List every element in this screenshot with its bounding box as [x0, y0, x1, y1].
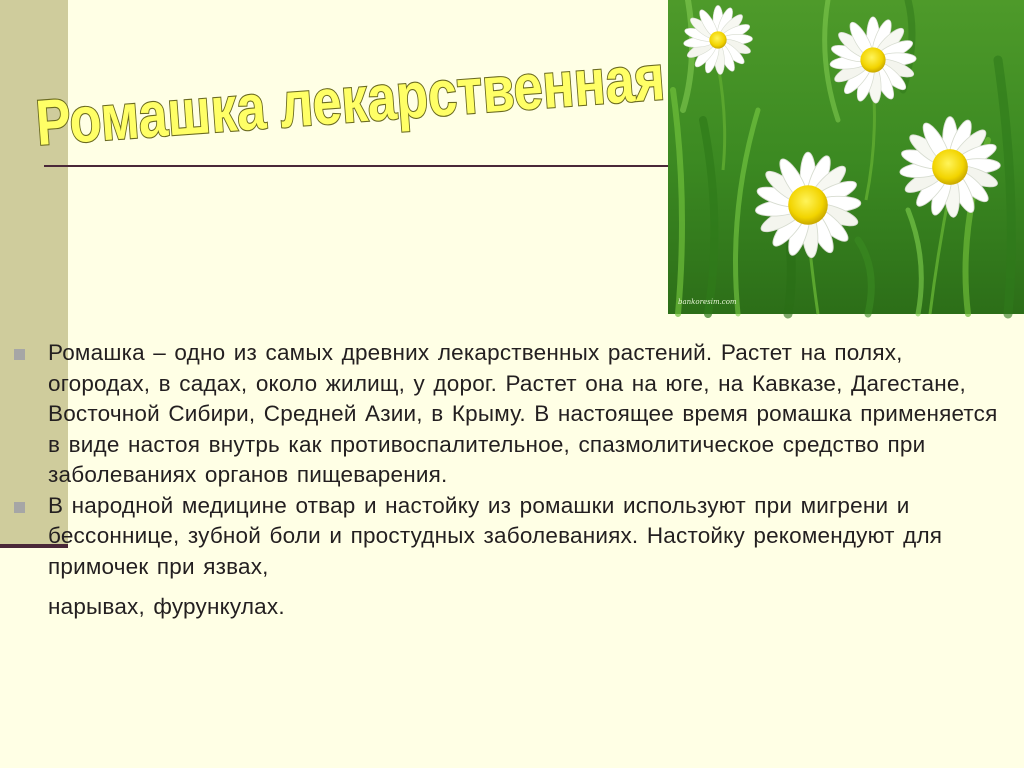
chamomile-photo: [668, 0, 1024, 314]
bullet-text-continuation: нарывах, фурункулах.: [48, 594, 285, 619]
photo-credit: bankoresim.com: [678, 298, 737, 306]
title-underline: [44, 165, 670, 167]
bullet-text: Ромашка – одно из самых древних лекарственных растений. Растет на полях, огородах, в садах, около жилищ, у дорог. Растет она на юге, на Кавказе, Дагестане, Восточной Сибири, Средней Азии, в Крыму. В настоящее время ромашка применяется в виде настоя внутрь как противоспалительное, спазмолитическое средство при заболеваниях органов пищеварения.: [48, 340, 998, 487]
bullet-list: [14, 338, 1004, 623]
bullet-text: В народной медицине отвар и настойку из ромашки используют при мигрени и бессоннице, зубной боли и простудных заболеваниях. Настойку рекомендуют для примочек при язвах,: [48, 492, 943, 579]
bullet-item: [14, 338, 1004, 491]
slide-title-text: Ромашка лекарственная: [33, 30, 811, 159]
square-bullet-icon: [14, 502, 25, 513]
bullet-item: [14, 491, 1004, 623]
square-bullet-icon: [14, 349, 25, 360]
slide-title: [20, 22, 811, 172]
